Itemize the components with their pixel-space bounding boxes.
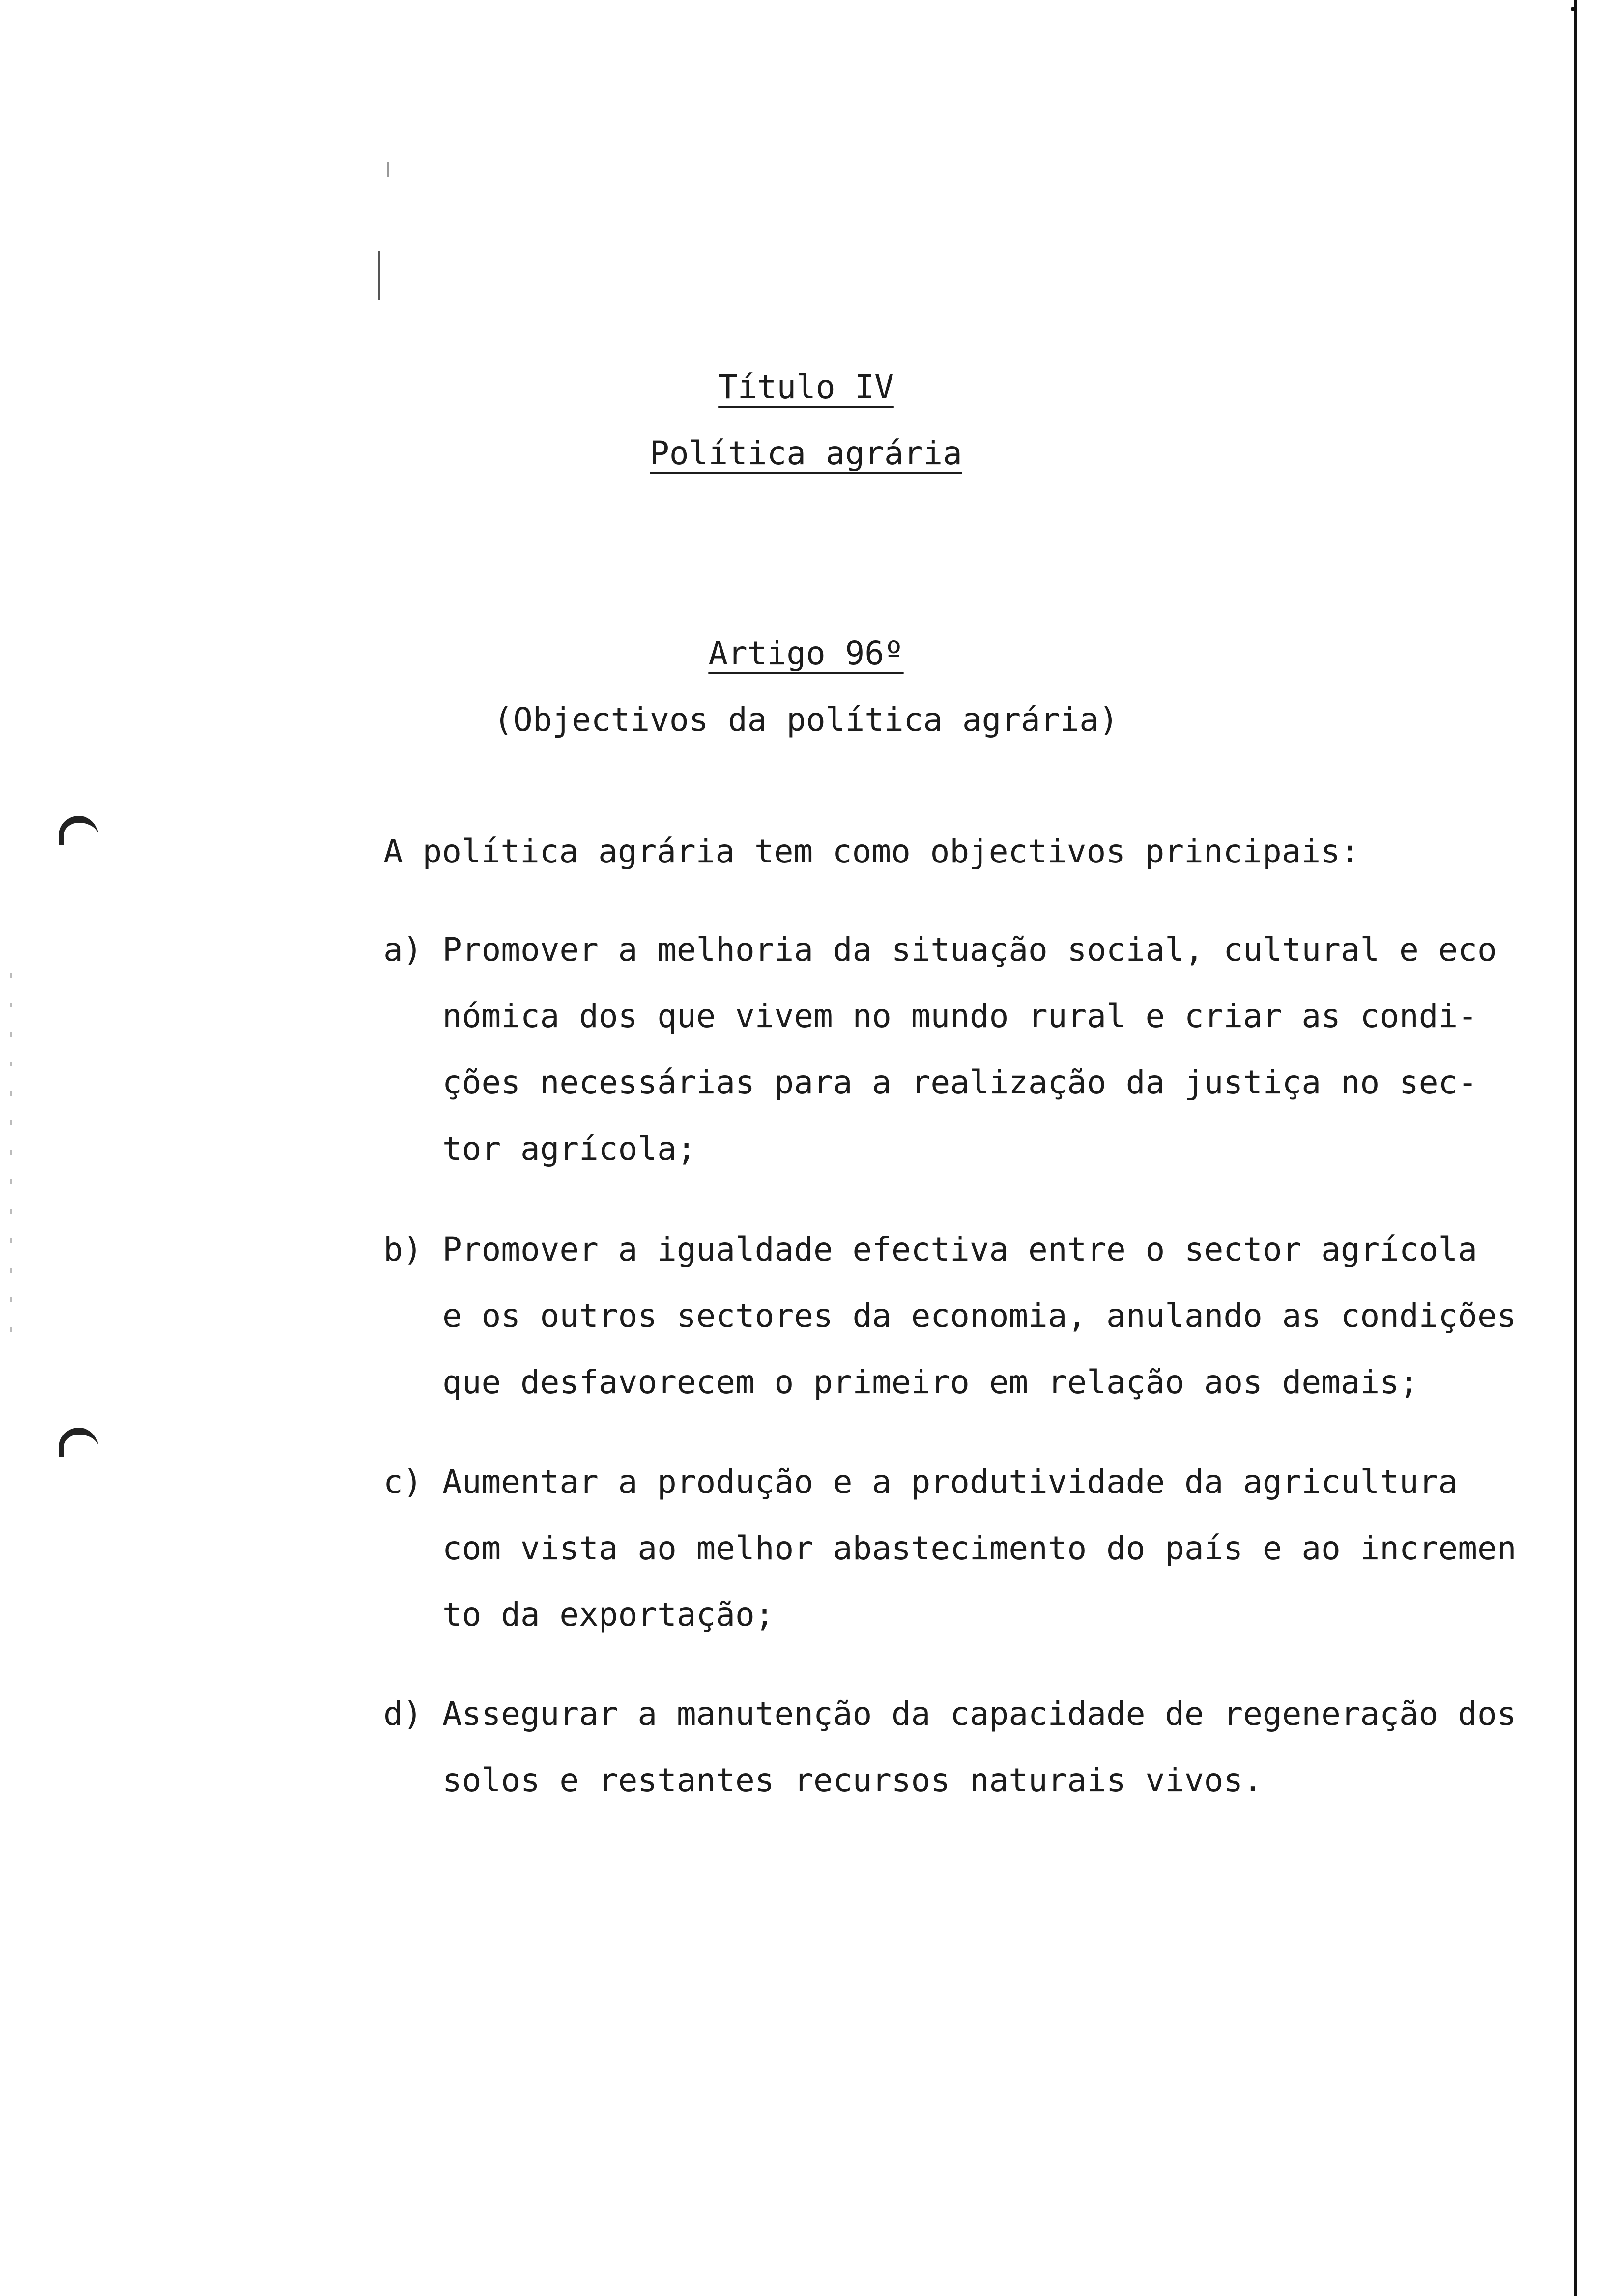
article-number — [0, 634, 1612, 672]
list-item-line: Promover a melhoria da situação social, cultural e eco — [442, 931, 1497, 969]
scan-mark — [378, 251, 380, 300]
article-number-text: Artigo 96º — [708, 634, 904, 672]
title-part — [0, 368, 1612, 406]
list-item-line: e os outros sectores da economia, anulando as condições — [442, 1297, 1517, 1335]
list-item-marker: c) — [383, 1463, 423, 1501]
article-heading — [0, 701, 1612, 739]
list-item-line: Aumentar a produção e a produtividade da agricultura — [442, 1463, 1458, 1501]
scan-mark — [387, 162, 389, 177]
list-item-marker: b) — [383, 1231, 423, 1268]
list-item-line: ções necessárias para a realização da justiça no sec- — [442, 1063, 1477, 1101]
title-subject-text: Política agrária — [650, 434, 962, 472]
list-item-marker: d) — [383, 1695, 423, 1733]
title-part-text: Título IV — [718, 368, 894, 406]
list-item-line: Promover a igualdade efectiva entre o sector agrícola — [442, 1231, 1477, 1268]
list-item-line: nómica dos que vivem no mundo rural e criar as condi- — [442, 997, 1477, 1035]
list-item-line: to da exportação; — [442, 1596, 775, 1634]
punch-hole-top — [59, 816, 98, 845]
list-item-line: com vista ao melhor abastecimento do país e ao incremen — [442, 1529, 1517, 1567]
list-item-line: solos e restantes recursos naturais vivos. — [442, 1761, 1263, 1799]
scan-edge-dashes — [10, 973, 12, 1347]
page-edge-mark — [1571, 7, 1575, 11]
article-heading-text: (Objectivos da política agrária) — [493, 701, 1119, 739]
list-item-line: Assegurar a manutenção da capacidade de regeneração dos — [442, 1695, 1517, 1733]
punch-hole-bottom — [59, 1428, 98, 1457]
list-item-line: que desfavorecem o primeiro em relação aos demais; — [442, 1363, 1419, 1401]
intro-paragraph: A política agrária tem como objectivos principais: — [383, 832, 1360, 870]
list-item-line: tor agrícola; — [442, 1130, 696, 1168]
title-subject — [0, 434, 1612, 472]
list-item-marker: a) — [383, 931, 423, 969]
page-edge-line — [1574, 0, 1577, 2296]
